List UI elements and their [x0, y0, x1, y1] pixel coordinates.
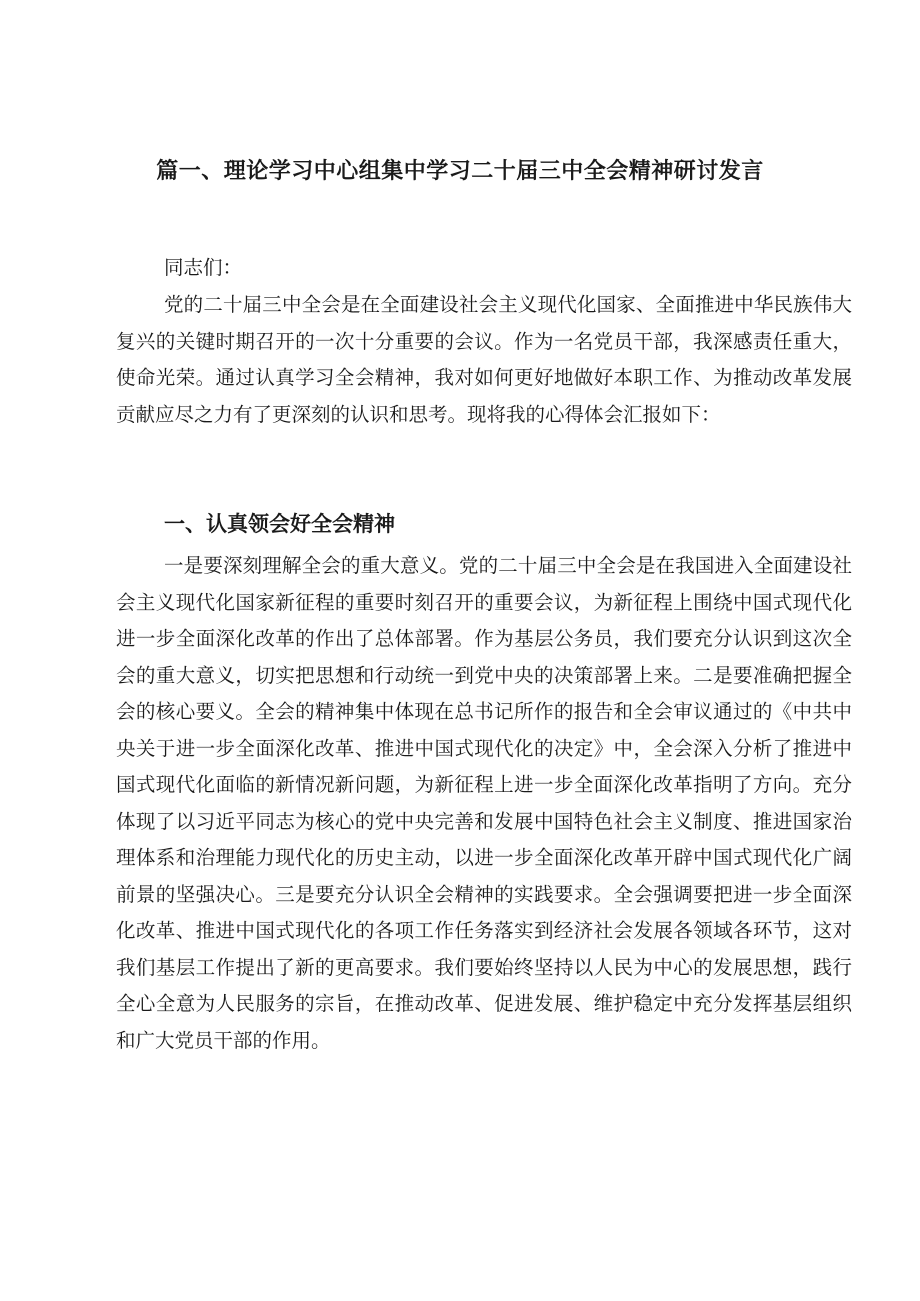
salutation: 同志们：: [164, 256, 243, 279]
section-heading: 一、认真领会好全会精神: [164, 512, 395, 536]
document-title: 篇一、理论学习中心组集中学习二十届三中全会精神研讨发言: [156, 159, 764, 184]
paragraph-intro: 党的二十届三中全会是在全面建设社会主义现代化国家、全面推进中华民族伟大复兴的关键时期召开的一次十分重要的会议。作为一名党员干部，我深感责任重大，使命光荣。通过认真学习全会精神，我对如何更好地做好本职工作、为推动改革发展贡献应尽之力有了更深刻的认识和思考。现将我的心得体会汇报如下：: [116, 293, 852, 426]
paragraph-section-one: 一是要深刻理解全会的重大意义。党的二十届三中全会是在我国进入全面建设社会主义现代化国家新征程的重要时刻召开的重要会议，为新征程上围绕中国式现代化进一步全面深化改革的作出了总体部署。作为基层公务员，我们要充分认识到这次全会的重大意义，切实把思想和行动统一到党中央的决策部署上来。二是要准确把握全会的核心要义。全会的精神集中体现在总书记所作的报告和全会审议通过的《中共中央关于进一步全面深化改革、推进中国式现代化的决定》中，全会深入分析了推进中国式现代化面临的新情况新问题，为新征程上进一步全面深化改革指明了方向。充分体现了以习近平同志为核心的党中央完善和发展中国特色社会主义制度、推进国家治理体系和治理能力现代化的历史主动，以进一步全面深化改革开辟中国式现代化广阔前景的坚强决心。三是要充分认识全会精神的实践要求。全会强调要把进一步全面深化改革、推进中国式现代化的各项工作任务落实到经济社会发展各领域各环节，这对我们基层工作提出了新的更高要求。我们要始终坚持以人民为中心的发展思想，践行全心全意为人民服务的宗旨，在推动改革、促进发展、维护稳定中充分发挥基层组织和广大党员干部的作用。: [116, 554, 852, 1052]
